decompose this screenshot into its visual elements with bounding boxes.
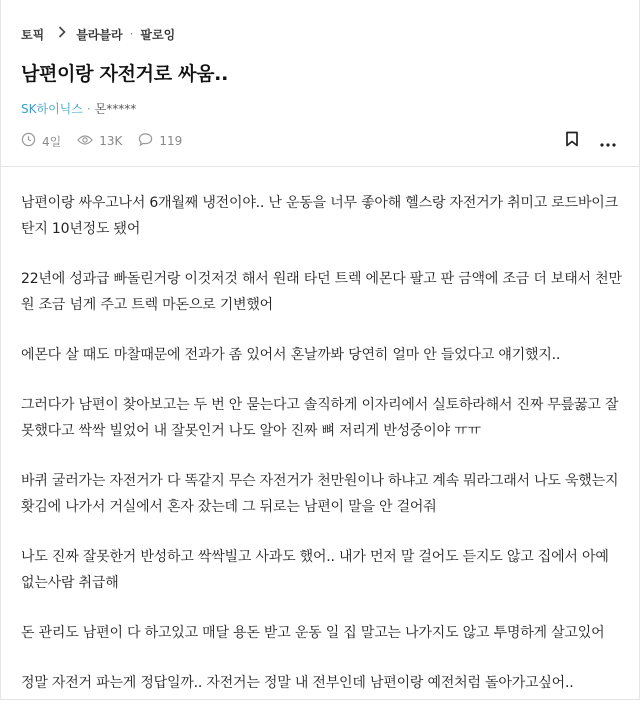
post-body	[21, 190, 625, 720]
views-stat	[77, 134, 122, 149]
bookmark-button[interactable]	[561, 130, 583, 152]
follow-button[interactable]: 팔로잉	[140, 27, 176, 42]
view-count: 13K	[99, 134, 123, 148]
author-company[interactable]: SK하이닉스	[21, 102, 83, 116]
time-ago: 4일	[42, 134, 62, 149]
more-options-button[interactable]	[597, 130, 619, 152]
header-divider	[1, 166, 640, 167]
post-paragraph: 바퀴 굴러가는 자전거가 다 똑같지 무슨 자전거가 천만원이나 하냐고 계속 뭐라그래서 나도 욱했는지 홧김에 나가서 거실에서 혼자 잤는데 그 뒤로는 남편이 말을 안 걸어줘	[21, 473, 619, 515]
post-stats	[21, 131, 198, 151]
chevron-right-icon	[58, 26, 66, 42]
post-paragraph: 정말 자전거 파는게 정답일까.. 자전거는 정말 내 전부인데 남편이랑 예전처럼 돌아가고싶어..	[21, 675, 574, 691]
post-paragraph: 나도 진짜 잘못한거 반성하고 싹싹빌고 사과도 했어.. 내가 먼저 말 걸어도 듣지도 않고 집에서 아예 없는사람 취급해	[21, 549, 609, 591]
comments-stat[interactable]	[138, 132, 182, 150]
post-actions	[547, 130, 619, 152]
post-paragraph: 22년에 성과급 빠돌린거랑 이것저것 해서 원래 타던 트렉 에몬다 팔고 판 금액에 조금 더 보태서 천만원 조금 넘게 주고 트렉 마돈으로 기변했어	[21, 271, 622, 313]
post-title: 남편이랑 자전거로 싸움..	[21, 63, 229, 85]
post-paragraph: 남편이랑 싸우고나서 6개월째 냉전이야.. 난 운동을 너무 좋아해 헬스랑 자전거가 취미고 로드바이크 탄지 10년정도 됐어	[21, 195, 618, 237]
post-paragraph: 그러다가 남편이 찾아보고는 두 번 안 묻는다고 솔직하게 이자리에서 실토하라해서 진짜 무릎꿇고 잘못했다고 싹싹 빌었어 내 잘못인거 나도 알아 진짜 뼈 저리게 반성중이야 ㅠㅠ	[21, 397, 619, 439]
speech-bubble-icon	[138, 132, 159, 150]
more-vertical-icon	[600, 132, 616, 151]
post-header	[1, 0, 640, 166]
breadcrumb	[21, 25, 175, 43]
separator-dot: ·	[129, 27, 134, 41]
breadcrumb-board[interactable]: 블라블라	[76, 27, 123, 42]
post-paragraph: 에몬다 살 때도 마찰때문에 전과가 좀 있어서 혼날까봐 당연히 얼마 안 들었다고 얘기했지..	[21, 347, 561, 363]
author-nickname[interactable]: 몬*****	[94, 102, 137, 116]
eye-icon	[77, 134, 99, 149]
comment-count: 119	[159, 134, 183, 148]
clock-icon	[21, 132, 42, 150]
separator-dot: ·	[86, 101, 91, 116]
post-paragraph: 돈 관리도 남편이 다 하고있고 매달 용돈 받고 운동 일 집 말고는 나가지도 않고 투명하게 살고있어	[21, 625, 605, 641]
author-info	[21, 100, 136, 117]
breadcrumb-topic[interactable]: 토픽	[21, 27, 45, 42]
time-stat	[21, 132, 61, 150]
bookmark-icon	[565, 131, 579, 151]
